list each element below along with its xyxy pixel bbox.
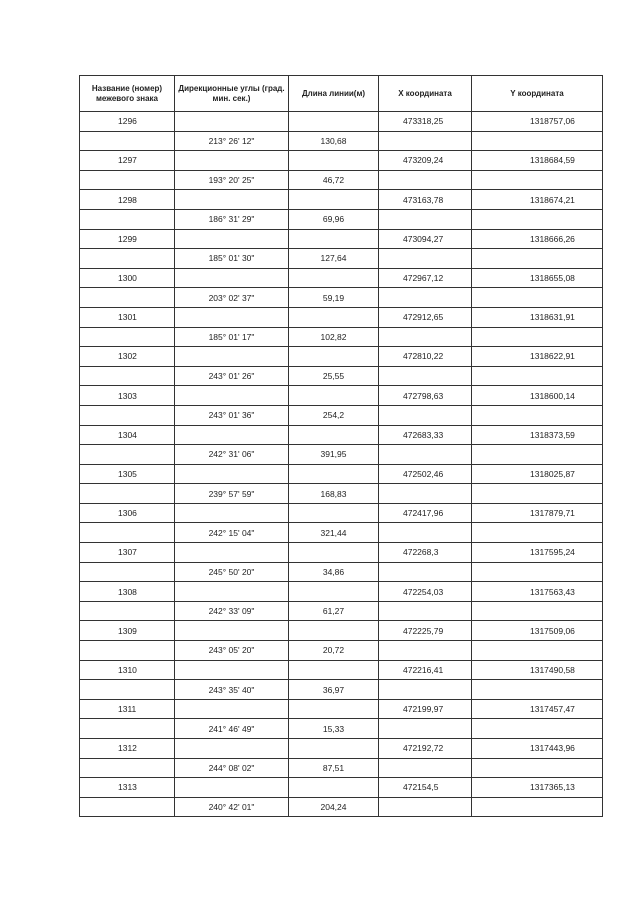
empty-cell	[175, 621, 289, 641]
empty-cell	[472, 601, 603, 621]
segment-row	[80, 366, 603, 386]
point-row	[80, 503, 603, 523]
empty-cell	[289, 621, 379, 641]
empty-cell	[379, 131, 472, 151]
line-length-cell: 254,2	[289, 405, 379, 425]
table-body	[80, 112, 603, 817]
empty-cell	[80, 131, 175, 151]
empty-cell	[379, 484, 472, 504]
empty-cell	[379, 288, 472, 308]
x-coordinate-cell: 473163,78	[379, 190, 472, 210]
empty-cell	[289, 347, 379, 367]
segment-row	[80, 641, 603, 661]
x-coordinate-cell: 472798,63	[379, 386, 472, 406]
header-point-name: Название (номер) межевого знака	[80, 76, 175, 112]
point-name-cell: 1309	[80, 621, 175, 641]
line-length-cell: 204,24	[289, 797, 379, 817]
empty-cell	[175, 347, 289, 367]
point-name-cell: 1298	[80, 190, 175, 210]
point-row	[80, 190, 603, 210]
point-name-cell: 1305	[80, 464, 175, 484]
empty-cell	[175, 190, 289, 210]
y-coordinate-cell: 1318631,91	[472, 307, 603, 327]
segment-row	[80, 288, 603, 308]
empty-cell	[472, 562, 603, 582]
y-coordinate-cell: 1317563,43	[472, 582, 603, 602]
empty-cell	[379, 445, 472, 465]
y-coordinate-cell: 1317879,71	[472, 503, 603, 523]
point-row	[80, 778, 603, 798]
y-coordinate-cell: 1318600,14	[472, 386, 603, 406]
empty-cell	[379, 601, 472, 621]
empty-cell	[175, 464, 289, 484]
empty-cell	[289, 229, 379, 249]
direction-angle-cell: 240° 42' 01"	[175, 797, 289, 817]
point-name-cell: 1308	[80, 582, 175, 602]
empty-cell	[80, 249, 175, 269]
empty-cell	[289, 151, 379, 171]
point-row	[80, 543, 603, 563]
empty-cell	[80, 327, 175, 347]
y-coordinate-cell: 1317457,47	[472, 699, 603, 719]
y-coordinate-cell: 1318674,21	[472, 190, 603, 210]
segment-row	[80, 523, 603, 543]
empty-cell	[80, 641, 175, 661]
table-header-row	[80, 76, 603, 112]
point-row	[80, 621, 603, 641]
segment-row	[80, 131, 603, 151]
empty-cell	[175, 386, 289, 406]
point-row	[80, 229, 603, 249]
empty-cell	[80, 562, 175, 582]
direction-angle-cell: 242° 31' 06"	[175, 445, 289, 465]
line-length-cell: 127,64	[289, 249, 379, 269]
x-coordinate-cell: 472268,3	[379, 543, 472, 563]
direction-angle-cell: 193° 20' 25"	[175, 170, 289, 190]
direction-angle-cell: 243° 01' 36"	[175, 405, 289, 425]
x-coordinate-cell: 473209,24	[379, 151, 472, 171]
segment-row	[80, 405, 603, 425]
line-length-cell: 36,97	[289, 680, 379, 700]
line-length-cell: 87,51	[289, 758, 379, 778]
empty-cell	[472, 484, 603, 504]
point-name-cell: 1306	[80, 503, 175, 523]
empty-cell	[472, 758, 603, 778]
empty-cell	[472, 719, 603, 739]
point-row	[80, 699, 603, 719]
empty-cell	[379, 797, 472, 817]
empty-cell	[175, 151, 289, 171]
y-coordinate-cell: 1317443,96	[472, 739, 603, 759]
y-coordinate-cell: 1317365,13	[472, 778, 603, 798]
x-coordinate-cell: 472810,22	[379, 347, 472, 367]
empty-cell	[379, 680, 472, 700]
empty-cell	[379, 209, 472, 229]
point-row	[80, 425, 603, 445]
empty-cell	[80, 484, 175, 504]
empty-cell	[472, 131, 603, 151]
segment-row	[80, 209, 603, 229]
point-name-cell: 1311	[80, 699, 175, 719]
header-x-coordinate: X координата	[379, 76, 472, 112]
empty-cell	[472, 680, 603, 700]
empty-cell	[80, 288, 175, 308]
empty-cell	[80, 523, 175, 543]
point-row	[80, 464, 603, 484]
empty-cell	[472, 445, 603, 465]
empty-cell	[175, 229, 289, 249]
point-row	[80, 386, 603, 406]
x-coordinate-cell: 472912,65	[379, 307, 472, 327]
empty-cell	[289, 503, 379, 523]
line-length-cell: 130,68	[289, 131, 379, 151]
empty-cell	[289, 190, 379, 210]
line-length-cell: 168,83	[289, 484, 379, 504]
point-row	[80, 660, 603, 680]
empty-cell	[472, 366, 603, 386]
header-y-coordinate: Y координата	[472, 76, 603, 112]
point-name-cell: 1296	[80, 112, 175, 132]
empty-cell	[289, 543, 379, 563]
y-coordinate-cell: 1318684,59	[472, 151, 603, 171]
point-row	[80, 151, 603, 171]
empty-cell	[379, 758, 472, 778]
segment-row	[80, 719, 603, 739]
direction-angle-cell: 242° 15' 04"	[175, 523, 289, 543]
empty-cell	[289, 268, 379, 288]
direction-angle-cell: 185° 01' 30"	[175, 249, 289, 269]
line-length-cell: 69,96	[289, 209, 379, 229]
point-row	[80, 347, 603, 367]
line-length-cell: 391,95	[289, 445, 379, 465]
direction-angle-cell: 185° 01' 17"	[175, 327, 289, 347]
empty-cell	[80, 366, 175, 386]
x-coordinate-cell: 472683,33	[379, 425, 472, 445]
empty-cell	[289, 112, 379, 132]
empty-cell	[175, 268, 289, 288]
x-coordinate-cell: 472254,03	[379, 582, 472, 602]
point-name-cell: 1304	[80, 425, 175, 445]
line-length-cell: 59,19	[289, 288, 379, 308]
empty-cell	[175, 425, 289, 445]
empty-cell	[379, 405, 472, 425]
empty-cell	[80, 719, 175, 739]
x-coordinate-cell: 472417,96	[379, 503, 472, 523]
empty-cell	[472, 797, 603, 817]
empty-cell	[289, 307, 379, 327]
y-coordinate-cell: 1318666,26	[472, 229, 603, 249]
empty-cell	[289, 464, 379, 484]
direction-angle-cell: 213° 26' 12"	[175, 131, 289, 151]
segment-row	[80, 170, 603, 190]
point-name-cell: 1312	[80, 739, 175, 759]
empty-cell	[80, 209, 175, 229]
empty-cell	[289, 425, 379, 445]
empty-cell	[175, 778, 289, 798]
empty-cell	[472, 288, 603, 308]
empty-cell	[289, 739, 379, 759]
segment-row	[80, 680, 603, 700]
direction-angle-cell: 245° 50' 20"	[175, 562, 289, 582]
y-coordinate-cell: 1317509,06	[472, 621, 603, 641]
empty-cell	[175, 503, 289, 523]
point-name-cell: 1307	[80, 543, 175, 563]
point-row	[80, 112, 603, 132]
direction-angle-cell: 239° 57' 59"	[175, 484, 289, 504]
x-coordinate-cell: 472192,72	[379, 739, 472, 759]
segment-row	[80, 484, 603, 504]
empty-cell	[289, 699, 379, 719]
y-coordinate-cell: 1318622,91	[472, 347, 603, 367]
point-name-cell: 1303	[80, 386, 175, 406]
empty-cell	[379, 719, 472, 739]
segment-row	[80, 797, 603, 817]
y-coordinate-cell: 1318757,06	[472, 112, 603, 132]
point-row	[80, 268, 603, 288]
empty-cell	[379, 170, 472, 190]
x-coordinate-cell: 472967,12	[379, 268, 472, 288]
line-length-cell: 20,72	[289, 641, 379, 661]
empty-cell	[472, 209, 603, 229]
empty-cell	[175, 543, 289, 563]
direction-angle-cell: 243° 01' 26"	[175, 366, 289, 386]
x-coordinate-cell: 472154,5	[379, 778, 472, 798]
y-coordinate-cell: 1318373,59	[472, 425, 603, 445]
x-coordinate-cell: 472502,46	[379, 464, 472, 484]
segment-row	[80, 562, 603, 582]
segment-row	[80, 601, 603, 621]
empty-cell	[80, 758, 175, 778]
empty-cell	[379, 641, 472, 661]
empty-cell	[175, 582, 289, 602]
y-coordinate-cell: 1318025,87	[472, 464, 603, 484]
x-coordinate-cell: 472199,97	[379, 699, 472, 719]
point-name-cell: 1301	[80, 307, 175, 327]
empty-cell	[175, 699, 289, 719]
empty-cell	[289, 778, 379, 798]
empty-cell	[472, 405, 603, 425]
empty-cell	[472, 249, 603, 269]
empty-cell	[289, 386, 379, 406]
header-line-length: Длина линии(м)	[289, 76, 379, 112]
empty-cell	[80, 170, 175, 190]
direction-angle-cell: 241° 46' 49"	[175, 719, 289, 739]
line-length-cell: 15,33	[289, 719, 379, 739]
segment-row	[80, 445, 603, 465]
empty-cell	[175, 660, 289, 680]
y-coordinate-cell: 1318655,08	[472, 268, 603, 288]
empty-cell	[80, 405, 175, 425]
point-row	[80, 739, 603, 759]
point-row	[80, 582, 603, 602]
x-coordinate-cell: 472225,79	[379, 621, 472, 641]
x-coordinate-cell: 472216,41	[379, 660, 472, 680]
direction-angle-cell: 243° 35' 40"	[175, 680, 289, 700]
point-row	[80, 307, 603, 327]
empty-cell	[289, 660, 379, 680]
line-length-cell: 321,44	[289, 523, 379, 543]
segment-row	[80, 249, 603, 269]
empty-cell	[80, 445, 175, 465]
line-length-cell: 61,27	[289, 601, 379, 621]
line-length-cell: 102,82	[289, 327, 379, 347]
direction-angle-cell: 244° 08' 02"	[175, 758, 289, 778]
empty-cell	[472, 327, 603, 347]
y-coordinate-cell: 1317490,58	[472, 660, 603, 680]
point-name-cell: 1297	[80, 151, 175, 171]
point-name-cell: 1300	[80, 268, 175, 288]
empty-cell	[80, 601, 175, 621]
empty-cell	[379, 249, 472, 269]
line-length-cell: 25,55	[289, 366, 379, 386]
empty-cell	[80, 797, 175, 817]
line-length-cell: 34,86	[289, 562, 379, 582]
empty-cell	[379, 366, 472, 386]
empty-cell	[289, 582, 379, 602]
empty-cell	[472, 523, 603, 543]
empty-cell	[80, 680, 175, 700]
x-coordinate-cell: 473318,25	[379, 112, 472, 132]
y-coordinate-cell: 1317595,24	[472, 543, 603, 563]
segment-row	[80, 758, 603, 778]
point-name-cell: 1302	[80, 347, 175, 367]
empty-cell	[472, 170, 603, 190]
direction-angle-cell: 186° 31' 29"	[175, 209, 289, 229]
boundary-coordinates-table	[79, 75, 603, 817]
header-direction-angle: Дирекционные углы (град. мин. сек.)	[175, 76, 289, 112]
empty-cell	[379, 523, 472, 543]
empty-cell	[379, 562, 472, 582]
point-name-cell: 1299	[80, 229, 175, 249]
empty-cell	[472, 641, 603, 661]
empty-cell	[379, 327, 472, 347]
direction-angle-cell: 243° 05' 20"	[175, 641, 289, 661]
direction-angle-cell: 203° 02' 37"	[175, 288, 289, 308]
point-name-cell: 1313	[80, 778, 175, 798]
point-name-cell: 1310	[80, 660, 175, 680]
x-coordinate-cell: 473094,27	[379, 229, 472, 249]
line-length-cell: 46,72	[289, 170, 379, 190]
empty-cell	[175, 739, 289, 759]
direction-angle-cell: 242° 33' 09"	[175, 601, 289, 621]
segment-row	[80, 327, 603, 347]
empty-cell	[175, 112, 289, 132]
empty-cell	[175, 307, 289, 327]
